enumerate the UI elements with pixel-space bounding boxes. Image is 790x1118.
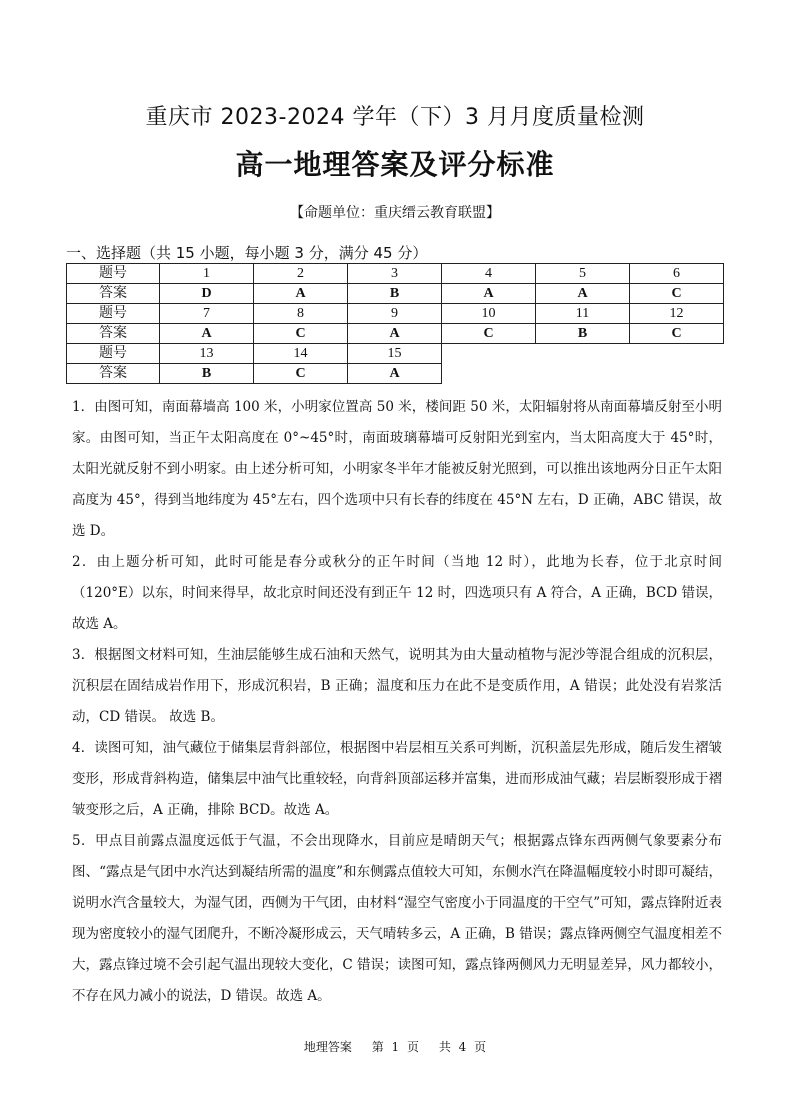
question-number: 11: [536, 304, 630, 324]
empty-cell: [536, 364, 630, 384]
question-number: 8: [254, 304, 348, 324]
answer-cell: A: [348, 324, 442, 344]
document-title: 重庆市 2023-2024 学年（下）3 月月度质量检测: [145, 105, 645, 130]
empty-cell: [536, 344, 630, 364]
empty-cell: [630, 344, 724, 364]
table-row: [67, 284, 724, 304]
answer-cell: C: [254, 364, 348, 384]
answer-cell: A: [160, 324, 254, 344]
explanation-1: 1．由图可知，南面幕墙高 100 米，小明家位置高 50 米，楼间距 50 米，太阳辐射将从南面幕墙反射至小明家。由图可知，当正午太阳高度在 0°~45°时，南面玻璃幕墙可反射阳光到室内，当太阳高度大于 45°时，太阳光就反射不到小明家。由上述分析可知，小明家冬半年才能被反射光照到，可以推出该地两分日正午太阳高度为 45°，得到当地纬度为 45°左右，四个选项中只有长春的纬度在 45°N 左右，D 正确，ABC 错误，故选 D。: [72, 399, 722, 539]
answer-cell: B: [160, 364, 254, 384]
document-subtitle: 高一地理答案及评分标准: [235, 148, 555, 181]
row-header: 题号: [67, 344, 160, 364]
explanation-4: 4．读图可知，油气藏位于储集层背斜部位，根据图中岩层相互关系可判断，沉积盖层先形成，随后发生褶皱变形，形成背斜构造，储集层中油气比重较轻，向背斜顶部运移并富集，进而形成油气藏；岩层断裂形成于褶皱变形之后，A 正确，排除 BCD。故选 A。: [72, 740, 722, 818]
question-number: 6: [630, 264, 724, 284]
answer-cell: C: [442, 324, 536, 344]
footer-subject: 地理答案: [303, 1040, 352, 1054]
answer-cell: C: [254, 324, 348, 344]
empty-cell: [442, 364, 536, 384]
answer-cell: A: [348, 364, 442, 384]
answer-cell: B: [536, 324, 630, 344]
question-number: 1: [160, 264, 254, 284]
explanation-2: 2．由上题分析可知，此时可能是春分或秋分的正午时间（当地 12 时），此地为长春，位于北京时间（120°E）以东，时间来得早，故北京时间还没有到正午 12 时，四选项只有 A 符合，A 正确，BCD 错误，故选 A。: [72, 554, 722, 632]
answer-cell: C: [630, 284, 724, 304]
row-header: 答案: [67, 284, 160, 304]
question-number: 2: [254, 264, 348, 284]
row-header: 题号: [67, 304, 160, 324]
question-number: 9: [348, 304, 442, 324]
answer-cell: A: [536, 284, 630, 304]
explanation-5: 5．甲点目前露点温度远低于气温，不会出现降水，目前应是晴朗天气；根据露点锋东西两侧气象要素分布图、“露点是气团中水汽达到凝结所需的温度”和东侧露点值较大可知，东侧水汽在降温幅度较小时即可凝结，说明水汽含量较大，为湿气团，西侧为干气团，由材料“湿空气密度小于同温度的干空气”可知，露点锋附近表现为密度较小的湿气团爬升，不断冷凝形成云，天气晴转多云，A 正确，B 错误；露点锋两侧空气温度相差不大，露点锋过境不会引起气温出现较大变化，C 错误；读图可知，露点锋两侧风力无明显差异，风力都较小，不存在风力减小的说法，D 错误。故选 A。: [72, 833, 722, 1004]
empty-cell: [442, 344, 536, 364]
row-header: 答案: [67, 324, 160, 344]
issuing-unit: 【命题单位：重庆缙云教育联盟】: [290, 205, 500, 221]
question-number: 13: [160, 344, 254, 364]
section-title: 一、选择题（共 15 小题，每小题 3 分，满分 45 分）: [66, 244, 428, 262]
table-row: [67, 264, 724, 284]
table-row: [67, 364, 724, 384]
page-footer: [0, 1038, 790, 1055]
table-row: [67, 344, 724, 364]
explanation-3: 3．根据图文材料可知，生油层能够生成石油和天然气，说明其为由大量动植物与泥沙等混合组成的沉积层，沉积层在固结成岩作用下，形成沉积岩，B 正确；温度和压力在此不是变质作用，A 错误；此处没有岩浆活动，CD 错误。 故选 B。: [72, 647, 722, 725]
answer-cell: C: [630, 324, 724, 344]
question-number: 12: [630, 304, 724, 324]
answer-table: [66, 263, 724, 384]
table-row: [67, 304, 724, 324]
footer-total: 共 4 页: [438, 1040, 487, 1054]
empty-cell: [630, 364, 724, 384]
footer-page: 第 1 页: [371, 1040, 419, 1054]
answer-cell: A: [442, 284, 536, 304]
question-number: 10: [442, 304, 536, 324]
answer-cell: D: [160, 284, 254, 304]
answer-cell: A: [254, 284, 348, 304]
question-number: 4: [442, 264, 536, 284]
table-row: [67, 324, 724, 344]
row-header: 答案: [67, 364, 160, 384]
question-number: 5: [536, 264, 630, 284]
row-header: 题号: [67, 264, 160, 284]
question-number: 14: [254, 344, 348, 364]
answer-cell: B: [348, 284, 442, 304]
question-number: 3: [348, 264, 442, 284]
question-number: 15: [348, 344, 442, 364]
question-number: 7: [160, 304, 254, 324]
